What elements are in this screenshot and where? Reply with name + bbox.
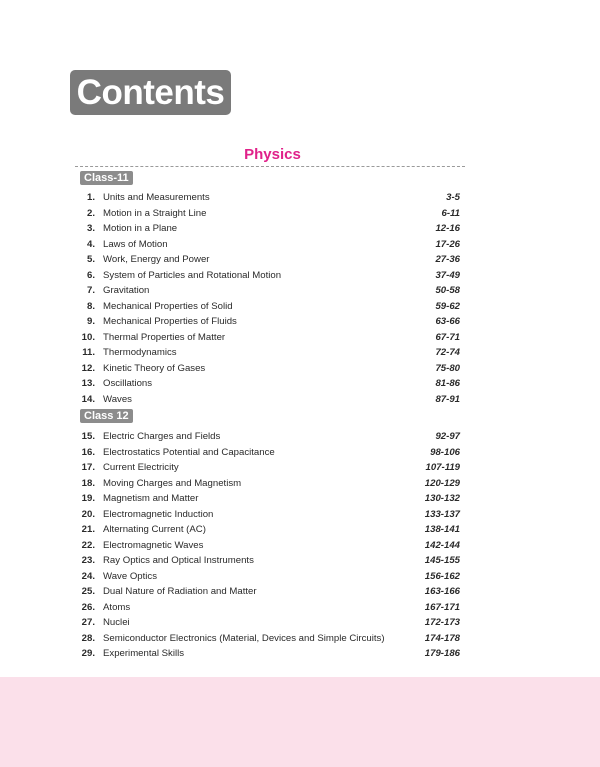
page-title: Contents (70, 70, 231, 115)
page-range: 163-166 (424, 586, 460, 597)
page-range: 12-16 (435, 223, 460, 234)
chapter-number: 21. (81, 524, 95, 535)
section-label: Class-11 (80, 171, 133, 185)
toc-row (75, 361, 465, 376)
toc-row (75, 429, 465, 444)
page-range: 63-66 (435, 316, 460, 327)
page-range: 81-86 (435, 378, 460, 389)
chapter-title: Electric Charges and Fields (103, 431, 221, 442)
page-range: 59-62 (435, 300, 460, 312)
chapter-title: Atoms (103, 601, 131, 613)
chapter-number: 4. (86, 238, 95, 250)
chapter-number: 29. (81, 648, 95, 659)
page-range: 75-80 (435, 362, 460, 374)
chapter-number: 28. (81, 632, 95, 644)
page-range: 6-11 (441, 207, 460, 219)
page-range: 107-119 (425, 462, 460, 473)
section-label: Class 12 (80, 409, 133, 423)
chapter-title: Kinetic Theory of Gases (103, 362, 206, 374)
chapter-number: 16. (81, 446, 95, 458)
chapter-number: 17. (81, 462, 95, 473)
chapter-title: Mechanical Properties of Fluids (103, 316, 237, 327)
chapter-title: Gravitation (103, 285, 150, 296)
page-range: 145-155 (424, 555, 460, 566)
page-range: 172-173 (424, 617, 460, 628)
chapter-title: Laws of Motion (103, 238, 168, 250)
page-range: 138-141 (424, 524, 460, 535)
chapter-number: 13. (81, 378, 95, 389)
toc-row (75, 584, 465, 599)
chapter-number: 25. (81, 586, 95, 597)
chapter-title: Thermal Properties of Matter (103, 331, 226, 343)
chapter-title: Moving Charges and Magnetism (103, 477, 242, 489)
toc-row (75, 615, 465, 630)
chapter-number: 12. (81, 362, 95, 374)
chapter-number: 9. (86, 316, 95, 327)
chapter-number: 5. (86, 254, 95, 265)
toc-row (75, 538, 465, 553)
chapter-title: Nuclei (103, 617, 130, 628)
chapter-title: Motion in a Straight Line (103, 207, 207, 219)
divider (75, 166, 465, 167)
chapter-number: 18. (81, 477, 95, 489)
chapter-title: Electromagnetic Waves (103, 539, 204, 551)
page-range: 37-49 (435, 269, 460, 281)
chapter-number: 11. (82, 347, 95, 358)
page-range: 130-132 (424, 493, 460, 504)
chapter-number: 20. (81, 508, 95, 520)
subject-heading: Physics (244, 146, 301, 163)
chapter-number: 15. (81, 431, 95, 442)
toc-row (75, 283, 465, 298)
chapter-title: Current Electricity (103, 462, 179, 473)
chapter-title: Electromagnetic Induction (103, 508, 214, 520)
page-range: 133-137 (424, 508, 460, 520)
chapter-number: 27. (81, 617, 95, 628)
chapter-title: Mechanical Properties of Solid (103, 300, 233, 312)
toc-row (75, 299, 465, 314)
toc-row (75, 314, 465, 329)
toc-row (75, 190, 465, 205)
chapter-number: 23. (81, 555, 95, 566)
chapter-title: Alternating Current (AC) (103, 524, 206, 535)
toc-row (75, 252, 465, 267)
chapter-title: Wave Optics (103, 570, 158, 582)
toc-row (75, 445, 465, 460)
toc-row (75, 392, 465, 407)
page-range: 156-162 (424, 570, 460, 582)
chapter-title: Dual Nature of Radiation and Matter (103, 586, 257, 597)
toc-row (75, 631, 465, 646)
page-range: 72-74 (435, 347, 460, 358)
chapter-number: 24. (81, 570, 95, 582)
chapter-title: Motion in a Plane (103, 223, 178, 234)
chapter-title: Waves (103, 393, 132, 405)
chapter-title: Oscillations (103, 378, 153, 389)
chapter-number: 26. (81, 601, 95, 613)
page-range: 98-106 (430, 446, 460, 458)
chapter-title: Work, Energy and Power (103, 254, 210, 265)
chapter-number: 14. (81, 393, 95, 405)
chapter-title: Ray Optics and Optical Instruments (103, 555, 254, 566)
toc-row (75, 237, 465, 252)
page-range: 87-91 (435, 393, 460, 405)
chapter-number: 6. (86, 269, 95, 281)
chapter-title: Units and Measurements (103, 192, 210, 203)
page-range: 3-5 (446, 192, 460, 203)
chapter-title: Electrostatics Potential and Capacitance (103, 446, 275, 458)
chapter-title: Experimental Skills (103, 648, 185, 659)
toc-row (75, 221, 465, 236)
toc-row (75, 476, 465, 491)
toc-row (75, 460, 465, 475)
toc-row (75, 569, 465, 584)
toc-row (75, 600, 465, 615)
chapter-number: 10. (81, 331, 95, 343)
chapter-title: Thermodynamics (103, 347, 177, 358)
chapter-number: 8. (86, 300, 95, 312)
chapter-number: 7. (86, 285, 95, 296)
toc-row (75, 376, 465, 391)
toc-row (75, 646, 465, 661)
page-range: 167-171 (424, 601, 460, 613)
toc-row (75, 553, 465, 568)
page-range: 50-58 (435, 285, 460, 296)
page-range: 142-144 (424, 539, 460, 551)
toc-row (75, 268, 465, 283)
page-range: 179-186 (424, 648, 460, 659)
chapter-number: 22. (81, 539, 95, 551)
page-range: 27-36 (435, 254, 460, 265)
toc-row (75, 345, 465, 360)
chapter-number: 3. (86, 223, 95, 234)
chapter-title: Semiconductor Electronics (Material, Devices and Simple Circuits) (103, 632, 385, 644)
toc-row (75, 206, 465, 221)
toc-row (75, 491, 465, 506)
chapter-number: 2. (86, 207, 95, 219)
footer-band (0, 677, 600, 767)
chapter-number: 19. (81, 493, 95, 504)
page-range: 67-71 (435, 331, 460, 343)
toc-row (75, 522, 465, 537)
page-range: 17-26 (435, 238, 460, 250)
chapter-number: 1. (86, 192, 95, 203)
page-range: 174-178 (424, 632, 460, 644)
page-range: 92-97 (435, 431, 460, 442)
page-range: 120-129 (424, 477, 460, 489)
toc-row (75, 330, 465, 345)
chapter-title: System of Particles and Rotational Motion (103, 269, 282, 281)
chapter-title: Magnetism and Matter (103, 493, 199, 504)
toc-row (75, 507, 465, 522)
